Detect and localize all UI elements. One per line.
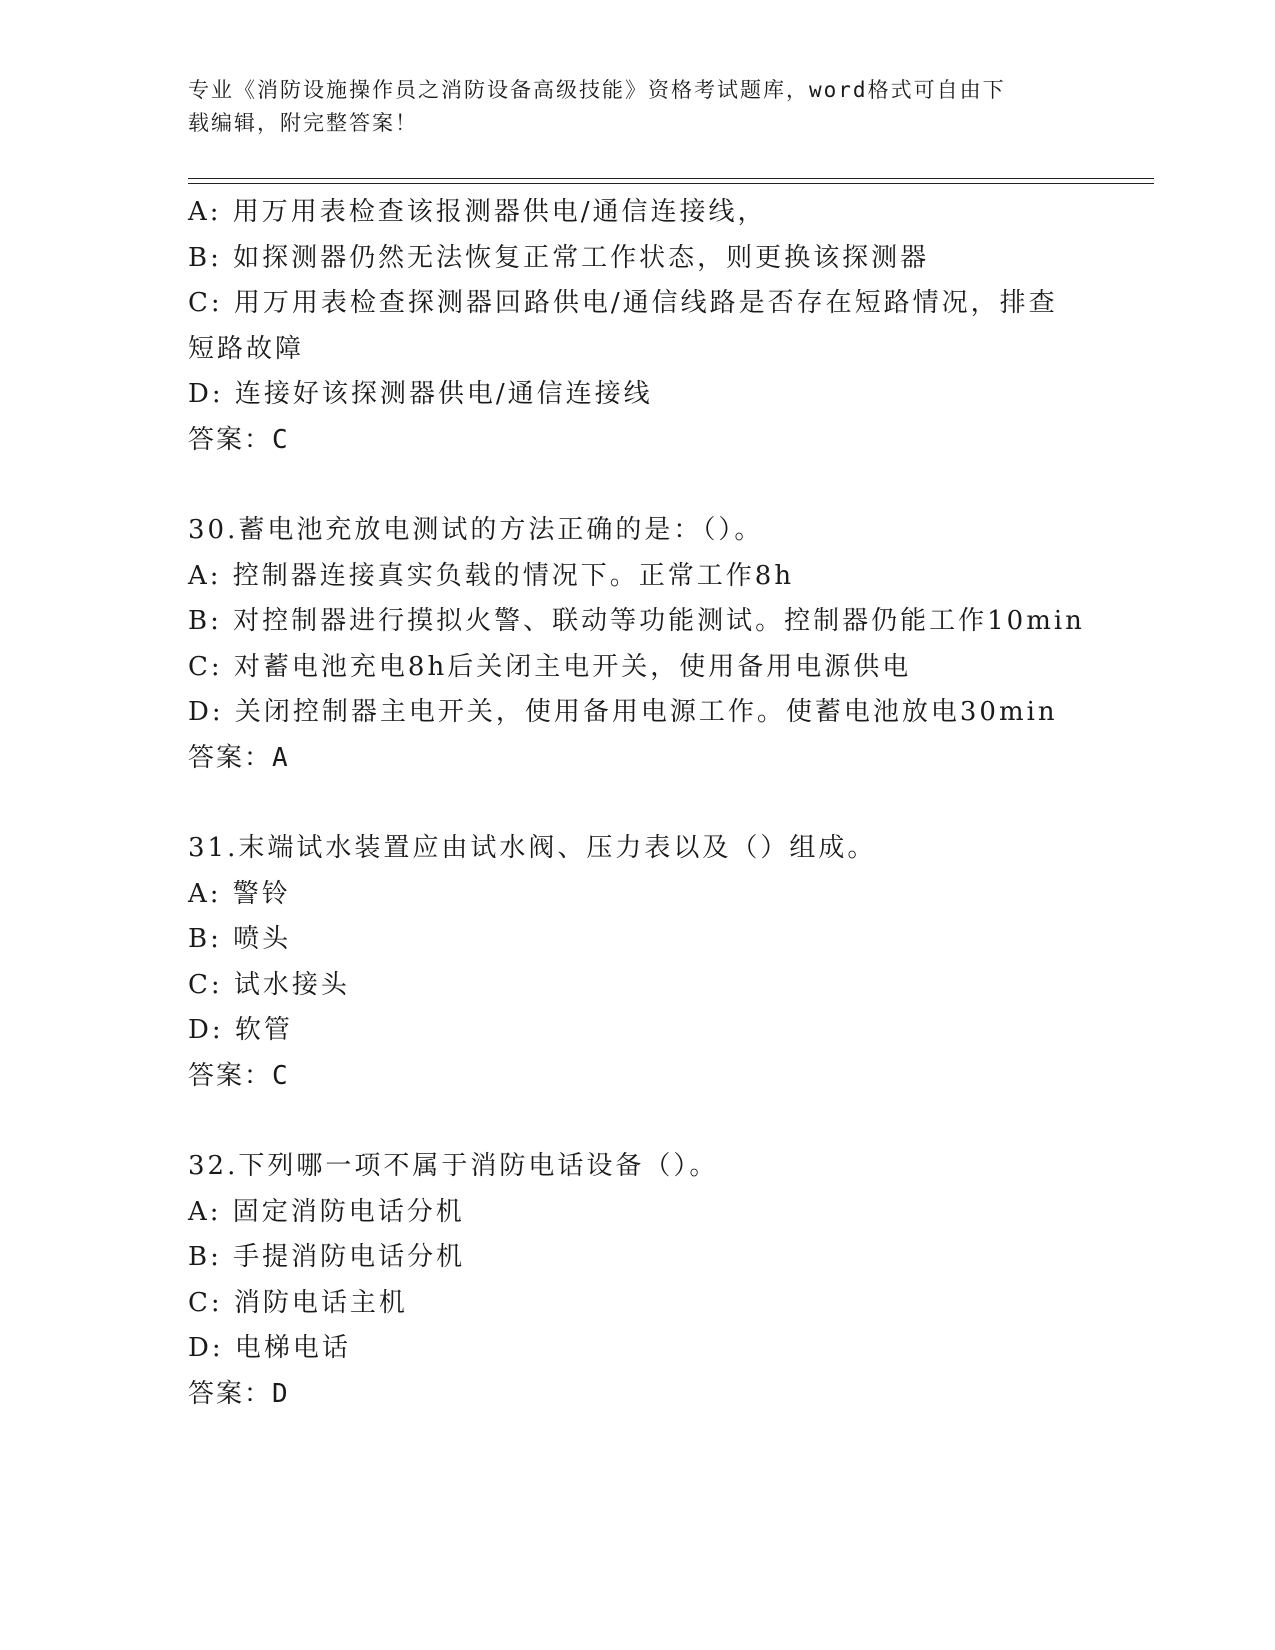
answer-label: 答案：A xyxy=(188,742,290,773)
answer-label: 答案：C xyxy=(188,1060,290,1091)
question-list xyxy=(188,190,1088,1417)
option-c: C: 试水接头 xyxy=(188,969,350,1000)
answer-label: 答案：C xyxy=(188,424,290,455)
option-b: B: 对控制器进行摸拟火警、联动等功能测试。控制器仍能工作10min xyxy=(188,606,1085,636)
option-c: C: 对蓄电池充电8h后关闭主电开关，使用备用电源供电 xyxy=(188,651,912,682)
header-line-2: 载编辑，附完整答案！ xyxy=(188,111,418,135)
option-d: D: 电梯电话 xyxy=(188,1333,351,1363)
question-block-29 xyxy=(188,190,1088,463)
document-header xyxy=(188,74,1068,140)
header-rule-bottom xyxy=(188,183,1154,184)
question-text: 32.下列哪一项不属于消防电话设备（）。 xyxy=(188,1151,719,1181)
option-b: B: 喷头 xyxy=(188,924,292,954)
question-text: 30.蓄电池充放电测试的方法正确的是：（）。 xyxy=(188,515,764,545)
header-rule-top xyxy=(188,178,1154,179)
option-c-continued: 短路故障 xyxy=(188,333,305,364)
option-a: A: 固定消防电话分机 xyxy=(188,1196,465,1227)
option-d: D: 连接好该探测器供电/通信连接线 xyxy=(188,379,653,409)
option-c: C: 用万用表检查探测器回路供电/通信线路是否存在短路情况，排查 xyxy=(188,288,1058,318)
option-a: A: 控制器连接真实负载的情况下。正常工作8h xyxy=(188,560,795,591)
option-c: C: 消防电话主机 xyxy=(188,1287,408,1318)
question-text: 31.末端试水装置应由试水阀、压力表以及（）组成。 xyxy=(188,833,877,863)
question-block-32 xyxy=(188,1144,1088,1417)
option-d: D: 关闭控制器主电开关，使用备用电源工作。使蓄电池放电30min xyxy=(188,697,1058,727)
question-block-30 xyxy=(188,508,1088,781)
question-block-31 xyxy=(188,826,1088,1099)
option-d: D: 软管 xyxy=(188,1015,293,1045)
option-a: A: 用万用表检查该报测器供电/通信连接线， xyxy=(188,197,767,227)
option-b: B: 手提消防电话分机 xyxy=(188,1242,466,1272)
header-line-1: 专业《消防设施操作员之消防设备高级技能》资格考试题库，word格式可自由下 xyxy=(188,78,1006,102)
answer-label: 答案：D xyxy=(188,1378,290,1409)
option-a: A: 警铃 xyxy=(188,878,291,909)
option-b: B: 如探测器仍然无法恢复正常工作状态，则更换该探测器 xyxy=(188,242,930,273)
